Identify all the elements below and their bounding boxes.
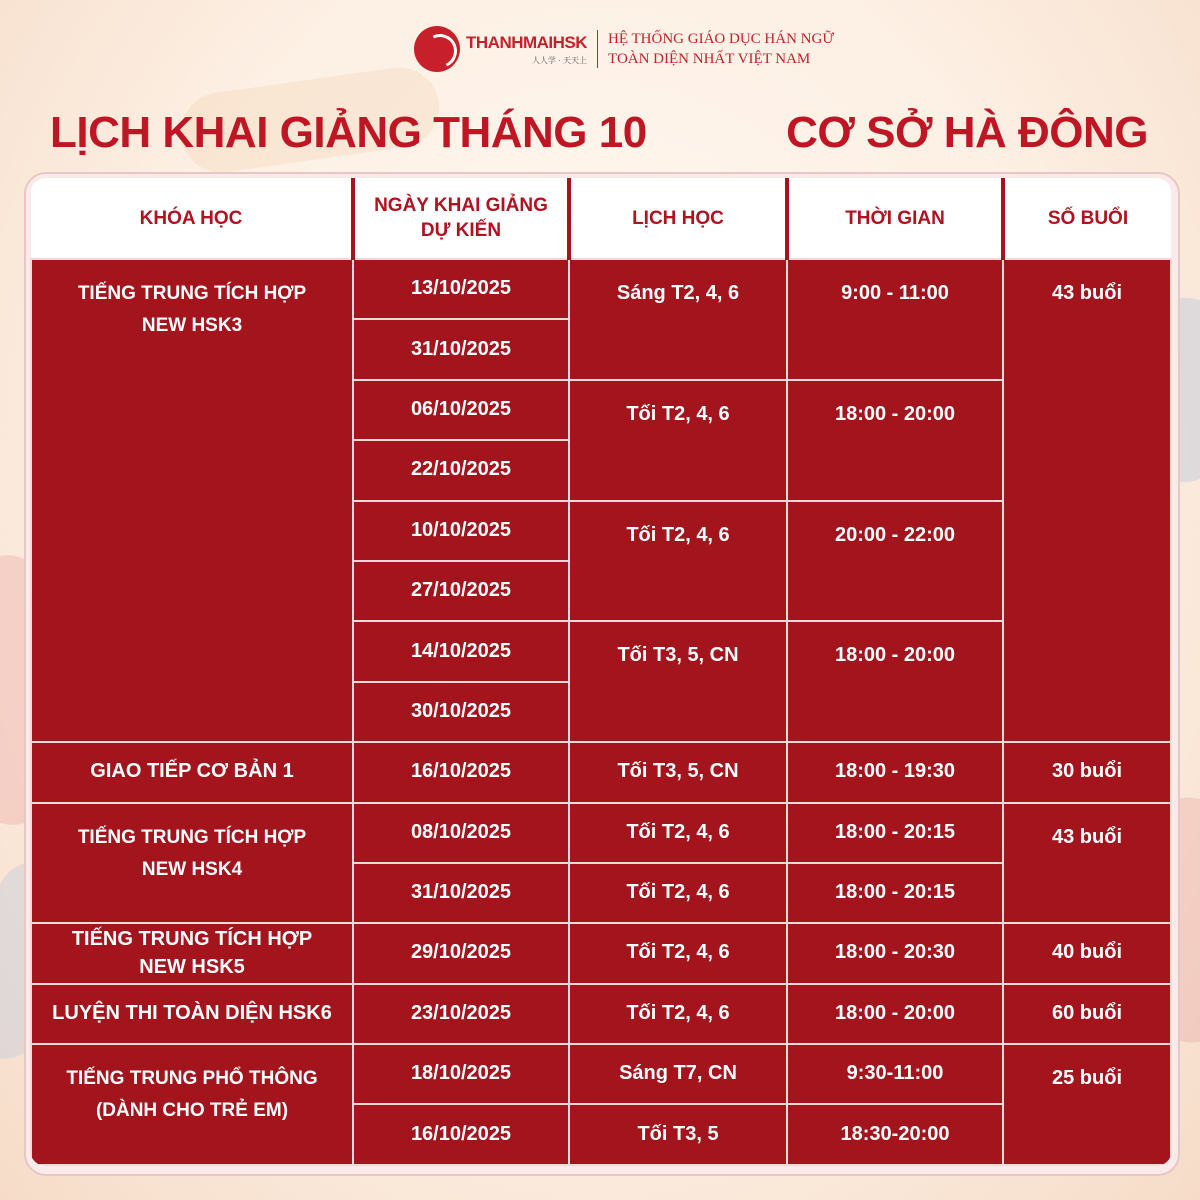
- header-start-date: [353, 178, 569, 259]
- table-row: [31, 803, 1171, 863]
- course-name: TIẾNG TRUNG TÍCH HỢP: [71, 927, 313, 950]
- schedule-cell: Tối T3, 5: [569, 1104, 787, 1165]
- time-cell: 18:00 - 20:00: [787, 380, 1003, 501]
- table-row: [31, 984, 1171, 1044]
- course-cell: [31, 1044, 353, 1165]
- brand-slogan: 人人学 · 天天上: [531, 55, 588, 65]
- course-cell: [31, 923, 353, 983]
- start-date: 29/10/2025: [353, 923, 569, 983]
- course-cell: LUYỆN THI TOÀN DIỆN HSK6: [31, 984, 353, 1044]
- header-time: THỜI GIAN: [787, 178, 1003, 259]
- course-cell: GIAO TIẾP CƠ BẢN 1: [31, 742, 353, 802]
- start-date: 14/10/2025: [353, 621, 569, 681]
- start-date: 22/10/2025: [353, 440, 569, 500]
- sessions-cell: 30 buổi: [1003, 742, 1171, 802]
- sessions-cell: 43 buổi: [1003, 259, 1171, 742]
- course-level: NEW HSK4: [141, 858, 243, 880]
- start-date: 13/10/2025: [353, 259, 569, 319]
- sessions-cell: 25 buổi: [1003, 1044, 1171, 1165]
- course-level: NEW HSK3: [141, 315, 243, 336]
- time-cell: 18:00 - 20:15: [787, 863, 1003, 923]
- start-date: 08/10/2025: [353, 803, 569, 863]
- time-cell: 9:00 - 11:00: [787, 259, 1003, 380]
- brand-name: THANHMAIHSK: [466, 32, 588, 52]
- tagline-line-1: HỆ THỐNG GIÁO DỤC HÁN NGỮ: [608, 31, 834, 47]
- time-cell: 18:30-20:00: [787, 1104, 1003, 1165]
- sessions-cell: 60 buổi: [1003, 984, 1171, 1044]
- schedule-cell: Tối T2, 4, 6: [569, 863, 787, 923]
- start-date: 16/10/2025: [353, 1104, 569, 1165]
- schedule-cell: Tối T2, 4, 6: [569, 803, 787, 863]
- page-title: LỊCH KHAI GIẢNG THÁNG 10: [50, 108, 647, 157]
- table-row: [31, 742, 1171, 802]
- schedule-cell: Sáng T2, 4, 6: [569, 259, 787, 380]
- course-name: TIẾNG TRUNG TÍCH HỢP: [77, 283, 307, 304]
- schedule-cell: Tối T2, 4, 6: [569, 501, 787, 622]
- header-schedule: LỊCH HỌC: [569, 178, 787, 259]
- table-header-row: [31, 178, 1171, 259]
- time-cell: 18:00 - 20:15: [787, 803, 1003, 863]
- table-row: [31, 1044, 1171, 1104]
- start-date: 18/10/2025: [353, 1044, 569, 1104]
- course-level: (DÀNH CHO TRẺ EM): [95, 1100, 289, 1122]
- brand-logo: [414, 24, 834, 74]
- table-row: [31, 259, 1171, 319]
- schedule-cell: Tối T3, 5, CN: [569, 621, 787, 742]
- logo-mark-icon: [414, 26, 460, 72]
- course-name: TIẾNG TRUNG TÍCH HỢP: [77, 826, 307, 848]
- sessions-cell: 40 buổi: [1003, 923, 1171, 983]
- schedule-cell: Sáng T7, CN: [569, 1044, 787, 1104]
- start-date: 16/10/2025: [353, 742, 569, 802]
- campus-title: CƠ SỞ HÀ ĐÔNG: [786, 108, 1148, 157]
- logo-divider: [597, 30, 598, 68]
- schedule-cell: Tối T2, 4, 6: [569, 923, 787, 983]
- start-date: 31/10/2025: [353, 319, 569, 379]
- time-cell: 18:00 - 19:30: [787, 742, 1003, 802]
- schedule-table: [30, 178, 1172, 1166]
- course-name: TIẾNG TRUNG PHỔ THÔNG: [66, 1068, 318, 1090]
- header-start-date-line-1: NGÀY KHAI GIẢNG: [374, 195, 548, 216]
- course-cell: [31, 803, 353, 924]
- time-cell: 9:30-11:00: [787, 1044, 1003, 1104]
- time-cell: 18:00 - 20:00: [787, 984, 1003, 1044]
- course-level: NEW HSK5: [139, 955, 245, 978]
- header-course: KHÓA HỌC: [31, 178, 353, 259]
- start-date: 23/10/2025: [353, 984, 569, 1044]
- time-cell: 20:00 - 22:00: [787, 501, 1003, 622]
- course-cell: [31, 259, 353, 742]
- start-date: 31/10/2025: [353, 863, 569, 923]
- time-cell: 18:00 - 20:30: [787, 923, 1003, 983]
- start-date: 27/10/2025: [353, 561, 569, 621]
- schedule-cell: Tối T2, 4, 6: [569, 984, 787, 1044]
- time-cell: 18:00 - 20:00: [787, 621, 1003, 742]
- table-row: [31, 923, 1171, 983]
- schedule-cell: Tối T3, 5, CN: [569, 742, 787, 802]
- header-sessions: SỐ BUỔI: [1003, 178, 1171, 259]
- tagline-line-2: TOÀN DIỆN NHẤT VIỆT NAM: [608, 51, 811, 67]
- header-start-date-line-2: DỰ KIẾN: [420, 220, 502, 241]
- schedule-cell: Tối T2, 4, 6: [569, 380, 787, 501]
- start-date: 06/10/2025: [353, 380, 569, 440]
- sessions-cell: 43 buổi: [1003, 803, 1171, 924]
- start-date: 30/10/2025: [353, 682, 569, 742]
- start-date: 10/10/2025: [353, 501, 569, 561]
